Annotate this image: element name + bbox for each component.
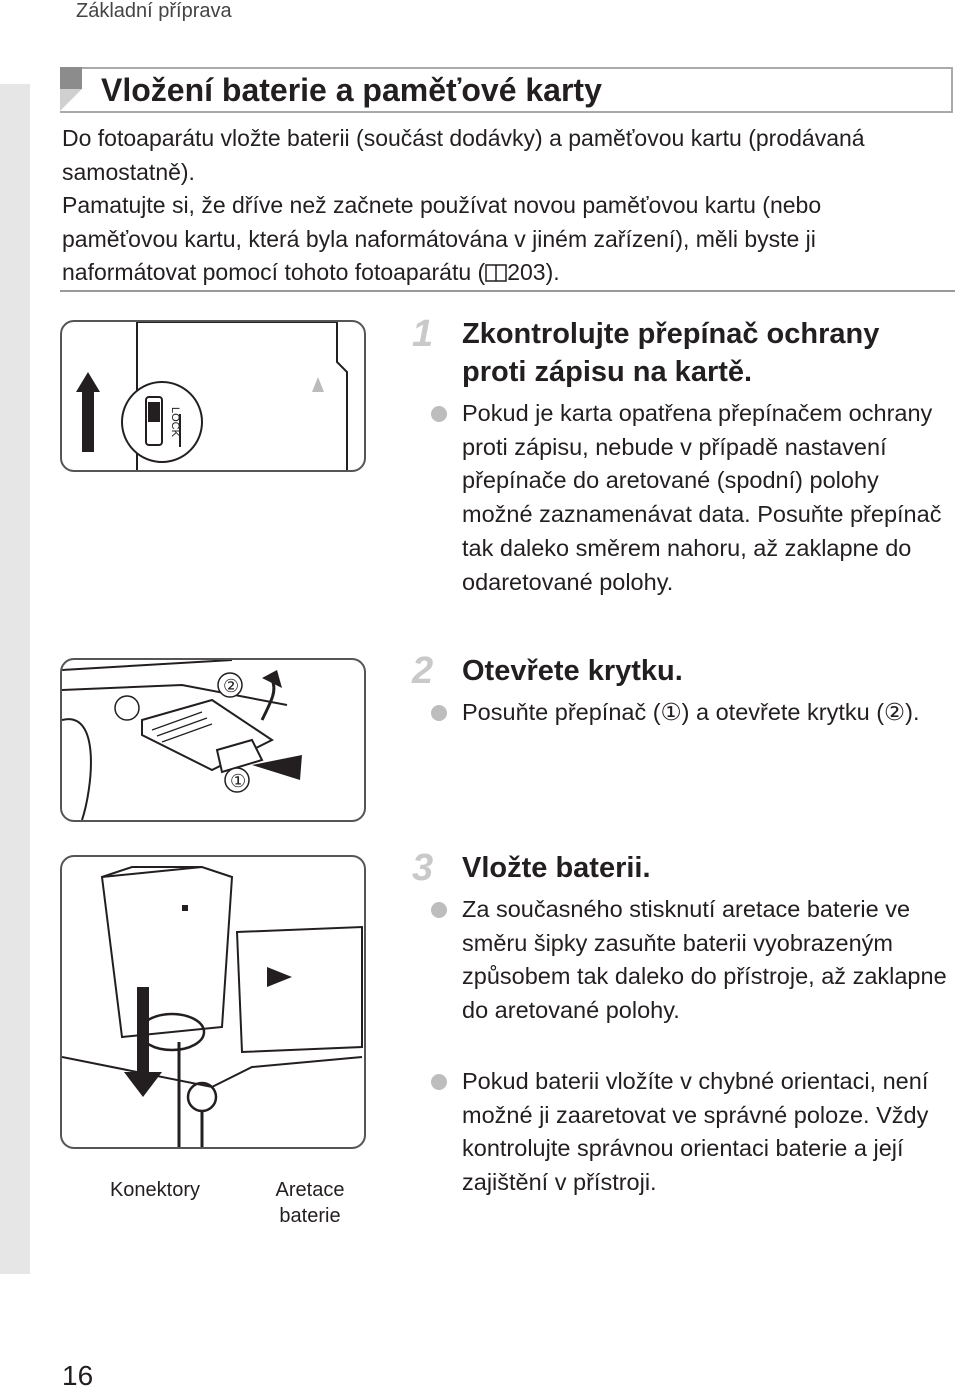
page-title: Vložení baterie a paměťové karty	[101, 72, 602, 108]
bullet-dot	[431, 1074, 447, 1090]
step-bullet	[462, 1065, 952, 1200]
intro-text	[62, 122, 942, 290]
step-number: 2	[412, 650, 434, 692]
title-marker-slant	[60, 89, 82, 111]
step-number: 3	[412, 847, 434, 889]
battery-illustration	[60, 855, 366, 1149]
intro-paragraph-1: Do fotoaparátu vložte baterii (součást dodávky) a paměťovou kartu (prodávaná samostatně).	[62, 125, 865, 185]
step-number: 1	[412, 313, 434, 355]
caption-battery-lock-line-1: Aretace	[275, 1179, 345, 1201]
step-bullet-text: Posuňte přepínač (①) a otevřete krytku (②).	[462, 699, 920, 725]
section-label: Základní příprava	[76, 0, 232, 22]
step-bullet	[462, 397, 952, 599]
intro-paragraph-2	[62, 189, 942, 290]
intro-page-ref: 203).	[507, 259, 560, 285]
page-number: 16	[62, 1360, 94, 1391]
step-bullet-text: Pokud je karta opatřena přepínačem ochrany proti zápisu, nebude v případě nastavení přepínače do aretované (spodní) polohy možné zaznamenávat data. Posuňte přepínač tak daleko směrem nahoru, až zaklapne do odaretované polohy.	[462, 400, 942, 595]
caption-battery-lock-line-2: baterie	[279, 1205, 341, 1227]
margin-bar	[0, 84, 30, 1274]
title-marker	[60, 67, 82, 89]
step-title: Vložte baterii.	[462, 852, 651, 884]
step-bullet-text: Za současného stisknutí aretace baterie ve směru šipky zasuňte baterii vyobrazeným způsobem tak daleko do přístroje, až zaklapne do aretované polohy.	[462, 896, 947, 1024]
bullet-dot	[431, 705, 447, 721]
caption-connectors: Konektory	[109, 1179, 201, 1201]
svg-text:①: ①	[230, 771, 247, 792]
divider	[60, 290, 955, 292]
step-bullet-text: Pokud baterii vložíte v chybné orientaci, není možné ji zaaretovat ve správné poloze. Vždy kontrolujte správnou orientaci baterie a její zajištění v přístroji.	[462, 1068, 929, 1196]
svg-text:②: ②	[223, 676, 240, 697]
caption-battery-lock	[250, 1177, 370, 1229]
book-icon	[485, 259, 507, 279]
svg-text:LOCK: LOCK	[169, 407, 181, 437]
step-bullet	[462, 893, 952, 1028]
cover-illustration	[60, 658, 366, 822]
step-title: Otevřete krytku.	[462, 655, 683, 687]
step-title: Zkontrolujte přepínač ochrany proti zápisu na kartě.	[462, 318, 880, 388]
card-illustration	[60, 320, 366, 472]
step-bullet	[462, 696, 952, 730]
bullet-dot	[431, 902, 447, 918]
bullet-dot	[431, 406, 447, 422]
intro-paragraph-2-text: Pamatujte si, že dříve než začnete používat novou paměťovou kartu (nebo paměťovou kartu, která byla naformátována v jiném zařízení), měli byste ji naformátovat pomocí tohoto fotoaparátu (	[62, 192, 822, 285]
